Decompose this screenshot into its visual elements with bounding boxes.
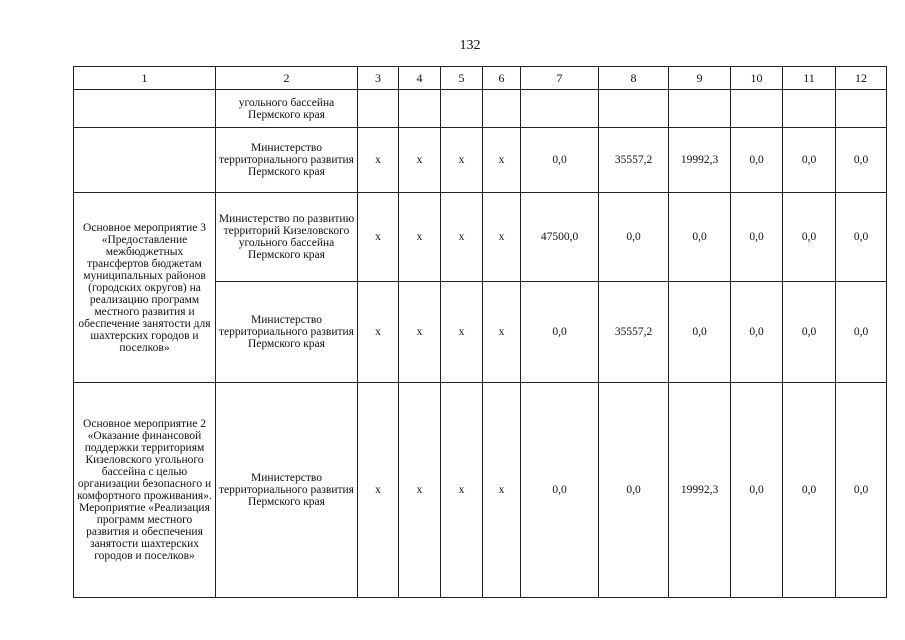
value-cell: 0,0 bbox=[599, 383, 669, 598]
value-cell: 0,0 bbox=[836, 128, 887, 193]
value-cell: 35557,2 bbox=[599, 282, 669, 383]
value-cell: x bbox=[483, 282, 521, 383]
activity-cell: Основное мероприятие 3 «Предоставление межбюджетных трансфертов бюджетам муниципальных районов (городских округов) на реализацию программ местного развития и обеспечение занятости для шахтерских городов и поселков» bbox=[74, 193, 216, 383]
value-cell: 0,0 bbox=[836, 282, 887, 383]
value-cell: 0,0 bbox=[731, 383, 783, 598]
value-cell: x bbox=[399, 282, 441, 383]
value-cell bbox=[358, 90, 399, 128]
value-cell: x bbox=[441, 383, 483, 598]
value-cell: 0,0 bbox=[836, 193, 887, 282]
value-cell: 19992,3 bbox=[669, 128, 731, 193]
value-cell bbox=[836, 90, 887, 128]
executor-cell: Министерство территориального развития Пермского края bbox=[216, 282, 358, 383]
column-header: 8 bbox=[599, 67, 669, 90]
column-header: 10 bbox=[731, 67, 783, 90]
value-cell bbox=[599, 90, 669, 128]
page-number: 132 bbox=[459, 38, 481, 53]
value-cell bbox=[521, 90, 599, 128]
value-cell: x bbox=[358, 193, 399, 282]
executor-cell: Министерство территориального развития Пермского края bbox=[216, 383, 358, 598]
value-cell: x bbox=[399, 128, 441, 193]
value-cell: 0,0 bbox=[669, 193, 731, 282]
value-cell: 0,0 bbox=[783, 193, 836, 282]
value-cell: x bbox=[399, 193, 441, 282]
column-header: 5 bbox=[441, 67, 483, 90]
value-cell bbox=[731, 90, 783, 128]
table-row bbox=[74, 90, 887, 128]
value-cell: x bbox=[483, 383, 521, 598]
value-cell: 0,0 bbox=[599, 193, 669, 282]
value-cell: x bbox=[441, 193, 483, 282]
value-cell: x bbox=[358, 383, 399, 598]
value-cell: x bbox=[483, 128, 521, 193]
value-cell: 0,0 bbox=[783, 383, 836, 598]
value-cell: 0,0 bbox=[783, 282, 836, 383]
value-cell: 0,0 bbox=[521, 128, 599, 193]
activity-cell: Основное мероприятие 2 «Оказание финансовой поддержки территориям Кизеловского угольного бассейна с целью организации безопасного и комфортного проживания». Мероприятие «Реализация программ местного развития и обеспечения занятости шахтерских городов и поселков» bbox=[74, 383, 216, 598]
value-cell bbox=[483, 90, 521, 128]
value-cell: 0,0 bbox=[731, 193, 783, 282]
column-header: 4 bbox=[399, 67, 441, 90]
value-cell: x bbox=[441, 128, 483, 193]
value-cell: 0,0 bbox=[521, 383, 599, 598]
column-header: 7 bbox=[521, 67, 599, 90]
column-header: 12 bbox=[836, 67, 887, 90]
value-cell: 47500,0 bbox=[521, 193, 599, 282]
executor-cell: Министерство по развитию территорий Кизеловского угольного бассейна Пермского края bbox=[216, 193, 358, 282]
value-cell: 0,0 bbox=[731, 128, 783, 193]
value-cell bbox=[783, 90, 836, 128]
value-cell: x bbox=[399, 383, 441, 598]
value-cell bbox=[399, 90, 441, 128]
value-cell: 0,0 bbox=[521, 282, 599, 383]
header-row bbox=[74, 67, 887, 90]
table-row bbox=[74, 193, 887, 282]
value-cell: x bbox=[441, 282, 483, 383]
executor-cell: угольного бассейна Пермского края bbox=[216, 90, 358, 128]
activity-cell bbox=[74, 128, 216, 193]
column-header: 2 bbox=[216, 67, 358, 90]
value-cell bbox=[669, 90, 731, 128]
value-cell bbox=[441, 90, 483, 128]
executor-cell: Министерство территориального развития Пермского края bbox=[216, 128, 358, 193]
activity-cell bbox=[74, 90, 216, 128]
value-cell: 35557,2 bbox=[599, 128, 669, 193]
value-cell: x bbox=[483, 193, 521, 282]
table-row bbox=[74, 128, 887, 193]
value-cell: x bbox=[358, 282, 399, 383]
value-cell: 0,0 bbox=[731, 282, 783, 383]
column-header: 11 bbox=[783, 67, 836, 90]
value-cell: 19992,3 bbox=[669, 383, 731, 598]
column-header: 6 bbox=[483, 67, 521, 90]
column-header: 1 bbox=[74, 67, 216, 90]
value-cell: 0,0 bbox=[836, 383, 887, 598]
value-cell: 0,0 bbox=[783, 128, 836, 193]
budget-table bbox=[73, 66, 887, 598]
table-row bbox=[74, 383, 887, 598]
column-header: 9 bbox=[669, 67, 731, 90]
value-cell: x bbox=[358, 128, 399, 193]
column-header: 3 bbox=[358, 67, 399, 90]
value-cell: 0,0 bbox=[669, 282, 731, 383]
